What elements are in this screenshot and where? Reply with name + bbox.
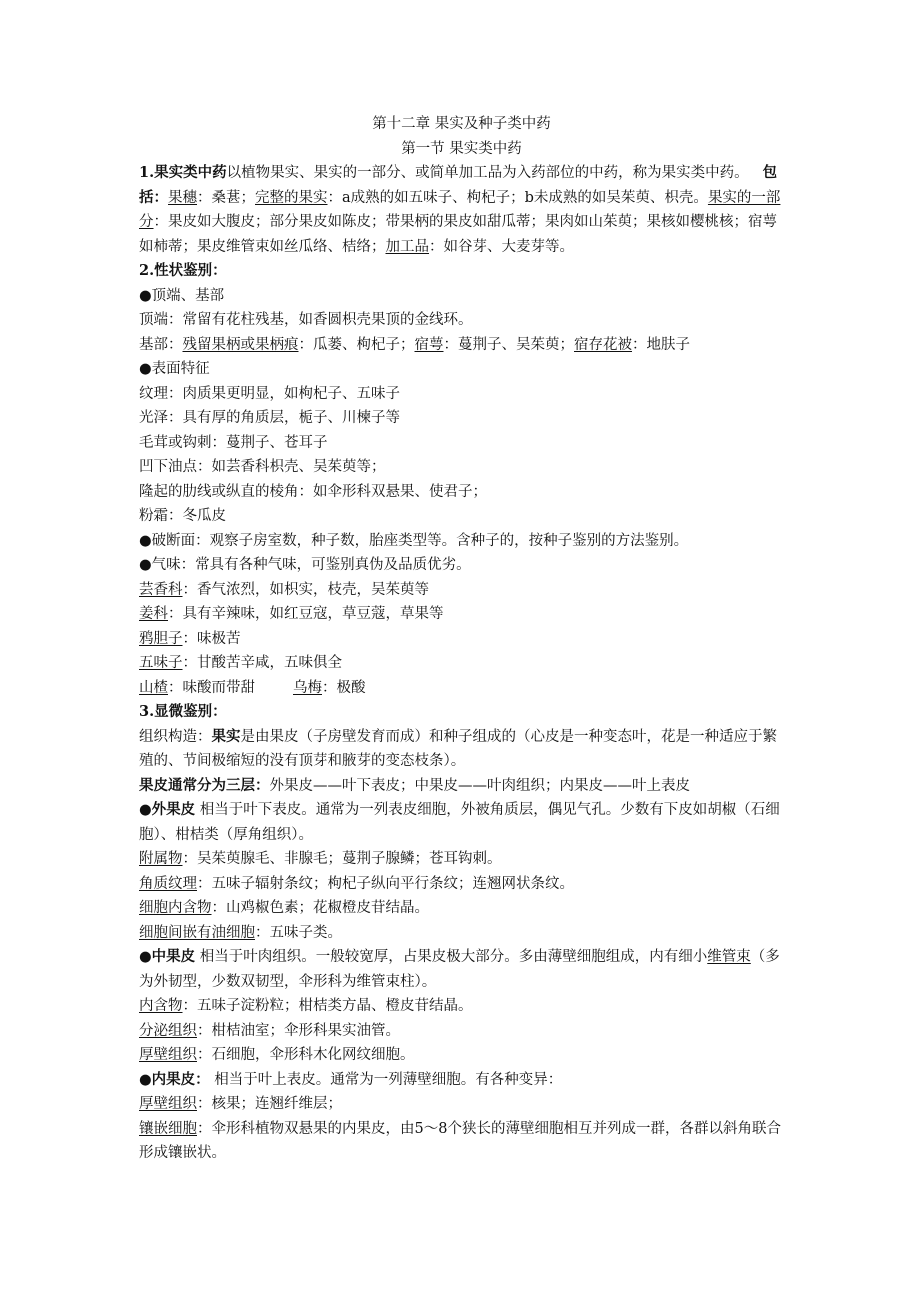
exocarp-item bbox=[139, 896, 784, 921]
endocarp-item bbox=[139, 1117, 784, 1166]
text: ：五味子淀粉粒；柑桔类方晶、橙皮苷结晶。 bbox=[182, 998, 473, 1014]
text: 基部： bbox=[139, 336, 183, 353]
chapter-title: 第十二章 果实及种子类中药 bbox=[372, 116, 551, 132]
surface-line: 纹理：肉质果更明显，如枸杞子、五味子 bbox=[139, 385, 400, 402]
term-sclerenchyma: 厚壁组织 bbox=[139, 1047, 197, 1063]
text: ：如谷芽、大麦芽等。 bbox=[429, 238, 574, 255]
text: ：五味子类。 bbox=[255, 924, 342, 941]
term-mume: 乌梅 bbox=[293, 679, 322, 696]
mesocarp-item bbox=[139, 994, 784, 1019]
bullet-surface: ●表面特征 bbox=[139, 361, 210, 377]
label-three-layers: 果皮通常分为三层： bbox=[139, 776, 270, 794]
heading-fruit-medicine: 1.果实类中药 bbox=[139, 164, 227, 181]
bullet-smell: ●气味：常具有各种气味，可鉴别真伪及品质优劣。 bbox=[139, 557, 471, 573]
term-zingiberaceae: 姜科 bbox=[139, 606, 168, 622]
term-processed: 加工品 bbox=[385, 238, 429, 255]
term-fruit-spike: 果穗 bbox=[168, 189, 197, 206]
smell-line bbox=[139, 602, 784, 627]
text: （多为外韧型，少数双韧型，伞形科为维管束柱）。 bbox=[139, 949, 780, 990]
term-persistent-perianth: 宿存花被 bbox=[574, 336, 632, 353]
text: ：味极苦 bbox=[182, 630, 241, 647]
term-fruit: 果实 bbox=[211, 727, 241, 745]
exocarp-item bbox=[139, 921, 784, 946]
bullet-fracture: ●破断面：观察子房室数，种子数，胎座类型等。含种子的，按种子鉴别的方法鉴别。 bbox=[139, 532, 689, 549]
surface-line: 粉霜：冬瓜皮 bbox=[139, 508, 226, 524]
text: ：具有辛辣味，如红豆寇，草豆蔻，草果等 bbox=[168, 606, 444, 622]
term-schisandra: 五味子 bbox=[139, 655, 183, 671]
surface-line: 毛茸或钩刺：蔓荆子、苍耳子 bbox=[139, 434, 328, 451]
surface-line: 隆起的肋线或纵直的棱角：如伞形科双悬果、使君子； bbox=[139, 483, 487, 500]
section-title: 第一节 果实类中药 bbox=[401, 140, 522, 157]
text: 以植物果实、果实的一部分、或简单加工品为入药部位的中药，称为果实类中药。 bbox=[226, 165, 749, 181]
term-oil-cells: 细胞间嵌有油细胞 bbox=[139, 924, 255, 941]
text: ：香气浓烈，如枳实，枝壳，吴茱萸等 bbox=[182, 581, 429, 598]
text: ：瓜蒌、枸杞子； bbox=[298, 336, 415, 353]
text: ：味酸而带甜 bbox=[168, 679, 255, 696]
term-persistent-calyx: 宿萼 bbox=[414, 336, 444, 353]
heading-character-identification: 2.性状鉴别： bbox=[139, 262, 227, 279]
text: ：地肤子 bbox=[632, 336, 690, 353]
paragraph-exocarp bbox=[139, 798, 784, 847]
heading-exocarp: ●外果皮 bbox=[139, 801, 196, 818]
text: 相当于叶肉组织。一般较宽厚，占果皮极大部分。多由薄壁细胞组成，内有细小 bbox=[199, 949, 708, 965]
text: ：果皮如大腹皮；部分果皮如陈皮；带果柄的果皮如甜瓜蒂；果肉如山茱萸；果核如樱桃核；宿萼如柿蒂；果皮维管束如丝瓜络、桔络； bbox=[139, 214, 777, 255]
line-base bbox=[139, 333, 784, 358]
document-page bbox=[139, 112, 784, 1166]
bullet-apex-base: ●顶端、基部 bbox=[139, 287, 225, 304]
heading-endocarp: ●内果皮： bbox=[139, 1070, 210, 1088]
endocarp-item bbox=[139, 1092, 784, 1117]
text: ：吴茱萸腺毛、非腺毛；蔓荆子腺鳞；苍耳钩刺。 bbox=[182, 851, 502, 867]
mesocarp-item bbox=[139, 1019, 784, 1044]
term-vascular-bundle: 维管束 bbox=[707, 949, 751, 965]
text: ：蔓荆子、吴茱萸； bbox=[443, 336, 574, 353]
term-sclerenchyma: 厚壁组织 bbox=[139, 1096, 197, 1112]
text: 外果皮——叶下表皮；中果皮——叶肉组织；内果皮——叶上表皮 bbox=[269, 777, 690, 794]
line-apex: 顶端：常留有花柱残基，如香圆枳壳果顶的金线环。 bbox=[139, 312, 473, 328]
text: 是由果皮（子房壁发育而成）和种子组成的（心皮是一种变态叶，花是一种适应于繁殖的、节间极缩短的没有顶芽和腋芽的变态枝条）。 bbox=[139, 728, 777, 769]
text: ：五味子辐射条纹；枸杞子纵向平行条纹；连翘网状条纹。 bbox=[197, 875, 574, 892]
text: ：甘酸苦辛咸，五味俱全 bbox=[182, 655, 342, 671]
paragraph-definition bbox=[139, 161, 784, 259]
smell-line bbox=[139, 676, 784, 701]
paragraph-mesocarp bbox=[139, 945, 784, 994]
term-cell-contents: 细胞内含物 bbox=[139, 900, 212, 916]
exocarp-item bbox=[139, 872, 784, 897]
term-whole-fruit: 完整的果实 bbox=[255, 189, 328, 206]
text: 相当于叶下表皮。通常为一列表皮细胞，外被角质层，偶见气孔。少数有下皮如胡椒（石细胞）、柑桔类（厚角组织）。 bbox=[139, 802, 780, 843]
text: ：伞形科植物双悬果的内果皮，由5～8个狭长的薄壁细胞相互并列成一群，各群以斜角联合形成镶嵌状。 bbox=[139, 1120, 781, 1161]
paragraph-endocarp bbox=[139, 1068, 784, 1093]
text: ：核果；连翘纤维层； bbox=[197, 1096, 342, 1112]
term-secretory-tissue: 分泌组织 bbox=[139, 1022, 197, 1039]
text: ：极酸 bbox=[322, 679, 366, 696]
exocarp-item bbox=[139, 847, 784, 872]
text: ：a成熟的如五味子、枸杞子；b未成熟的如吴茱萸、枳壳。 bbox=[327, 189, 708, 206]
text: ：桑葚； bbox=[197, 189, 255, 206]
text: ：石细胞，伞形科木化网纹细胞。 bbox=[197, 1047, 415, 1063]
term-brucea: 鸦胆子 bbox=[139, 630, 183, 647]
label-includes: 包括： bbox=[139, 164, 778, 206]
term-residual-stalk: 残留果柄或果柄痕 bbox=[182, 336, 299, 353]
text: 组织构造： bbox=[139, 728, 212, 745]
smell-line bbox=[139, 578, 784, 603]
term-rutaceae: 芸香科 bbox=[139, 581, 183, 598]
term-mosaic-cells: 镶嵌细胞 bbox=[139, 1120, 197, 1137]
surface-line: 凹下油点：如芸香科枳壳、吴茱萸等； bbox=[139, 459, 386, 475]
text: 相当于叶上表皮。通常为一列薄壁细胞。有各种变异： bbox=[214, 1071, 563, 1088]
smell-line bbox=[139, 651, 784, 676]
paragraph-structure bbox=[139, 725, 784, 774]
text: ：山鸡椒色素；花椒橙皮苷结晶。 bbox=[211, 900, 429, 916]
term-inclusions: 内含物 bbox=[139, 998, 183, 1014]
mesocarp-item bbox=[139, 1043, 784, 1068]
surface-line: 光泽：具有厚的角质层，栀子、川楝子等 bbox=[139, 410, 400, 426]
paragraph-three-layers bbox=[139, 774, 784, 799]
heading-microscopic-identification: 3.显微鉴别： bbox=[139, 703, 227, 720]
term-fruit-part: 果实的一部分 bbox=[139, 189, 781, 230]
term-cuticle-pattern: 角质纹理 bbox=[139, 875, 197, 892]
smell-line bbox=[139, 627, 784, 652]
heading-mesocarp: ●中果皮 bbox=[139, 948, 196, 965]
text: ：柑桔油室；伞形科果实油管。 bbox=[197, 1022, 400, 1039]
term-appendages: 附属物 bbox=[139, 851, 183, 867]
term-hawthorn: 山楂 bbox=[139, 679, 168, 696]
